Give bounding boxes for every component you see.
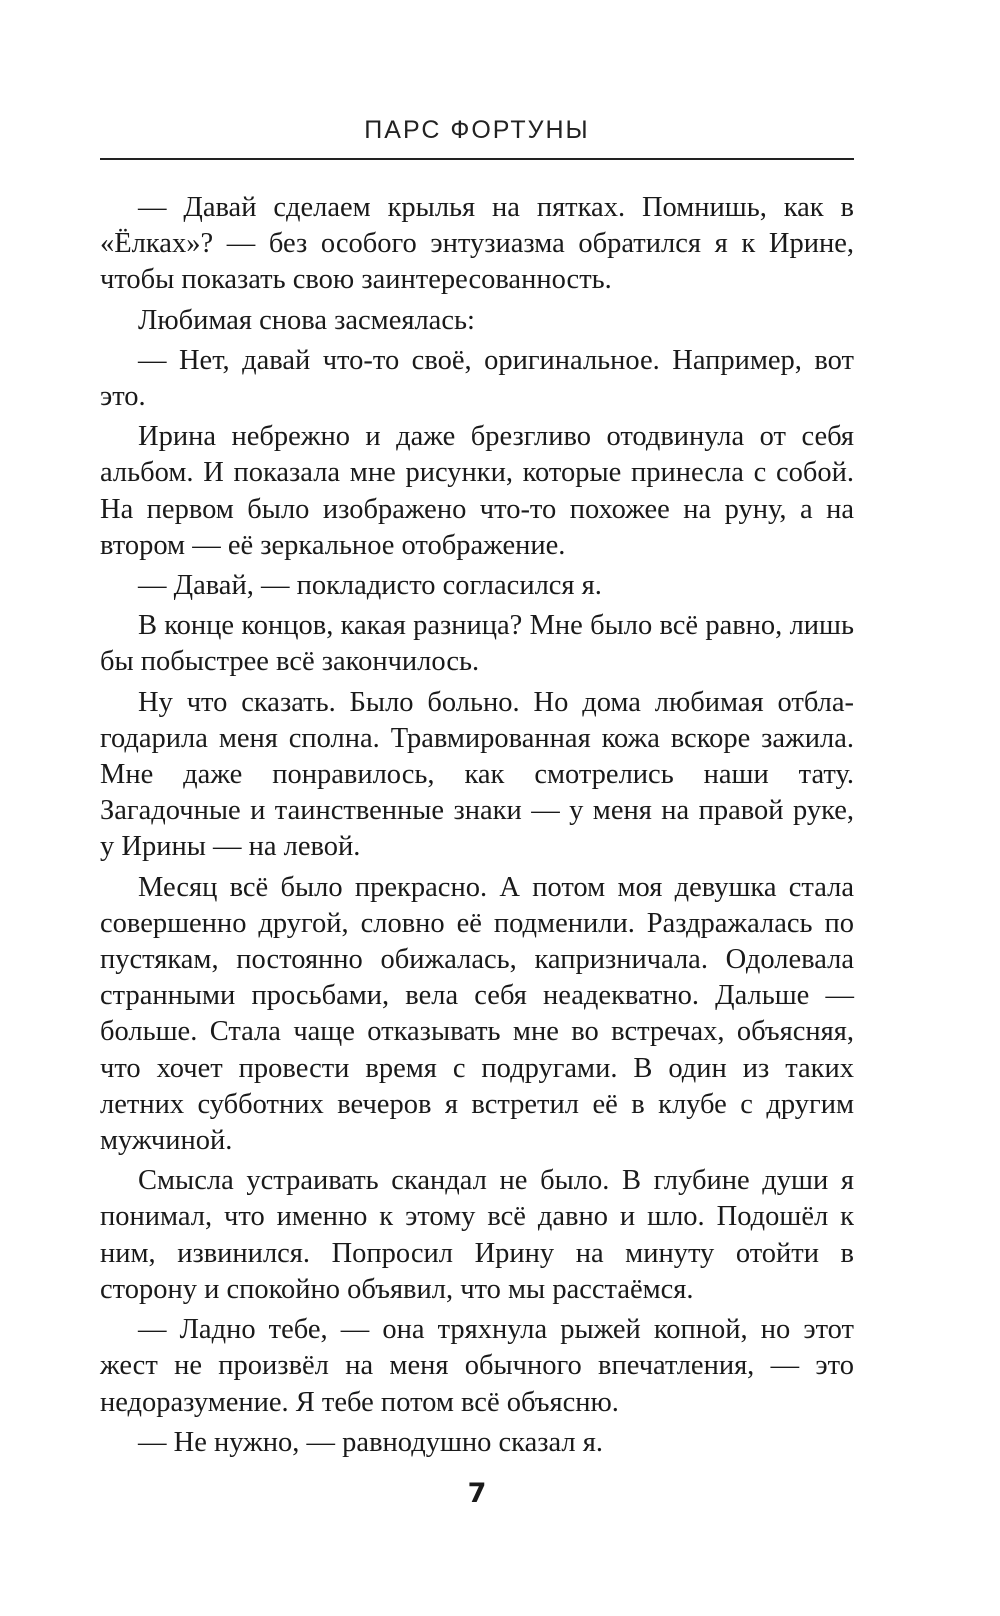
paragraph: Смысла устраивать скандал не было. В глубине души я понимал, что именно к этому всё давно и шло. Подошёл к ним, извинился. Попросил Ирину на минуту отойти в сторону и спокойно объявил, что мы расстаёмся.	[100, 1165, 854, 1305]
paragraph: Ирина небрежно и даже брезгливо отодвинула от себя альбом. И показала мне рисунки, которые принесла с собой. На первом было изображено что-то похожее на руну, а на втором — её зеркальное отображение.	[100, 421, 854, 561]
page-number: 7	[467, 1478, 487, 1509]
paragraph: — Ладно тебе, — она тряхнула рыжей копной, но этот жест не произвёл на меня обычного впечатления, — это недоразумение. Я тебе потом всё объясню.	[100, 1314, 854, 1418]
paragraph: В конце концов, какая разница? Мне было всё равно, лишь бы побыстрее всё закончилось.	[100, 610, 854, 678]
paragraph: — Не нужно, — равнодушно сказал я.	[138, 1426, 603, 1458]
paragraph: Любимая снова засмеялась:	[138, 304, 475, 336]
header-rule	[100, 158, 854, 160]
body-text	[100, 190, 854, 1465]
paragraph: Ну что сказать. Было больно. Но дома любимая отблагодарила меня сполна. Травмированная кожа вскоре зажила. Мне даже понравилось, как смотрелись наши тату. Загадочные и таинственные знаки — у меня на правой руке, у Ирины — на левой.	[100, 686, 854, 863]
paragraph: — Нет, давай что-то своё, оригинальное. Например, вот это.	[100, 344, 854, 413]
running-head-title: ПАРС ФОРТУНЫ	[364, 116, 590, 144]
paragraph: — Давай сделаем крылья на пятках. Помнишь, как в «Ёлках»? — без особого энтузиазма обратился я к Ирине, чтобы показать свою заинтересованность.	[100, 192, 854, 296]
paragraph: Месяц всё было прекрасно. А потом моя девушка стала совершенно другой, словно её подменили. Раздражалась по пустякам, постоянно обижалась, капризничала. Одолевала странными просьбами, вела себя неадекватно. Дальше — больше. Стала чаще отказывать мне во встречах, объясняя, что хочет провести время с подругами. В один из таких летних субботних вечеров я встретил её в клубе с другим мужчиной.	[100, 871, 854, 1157]
paragraph: — Давай, — покладисто согласился я.	[138, 570, 602, 602]
